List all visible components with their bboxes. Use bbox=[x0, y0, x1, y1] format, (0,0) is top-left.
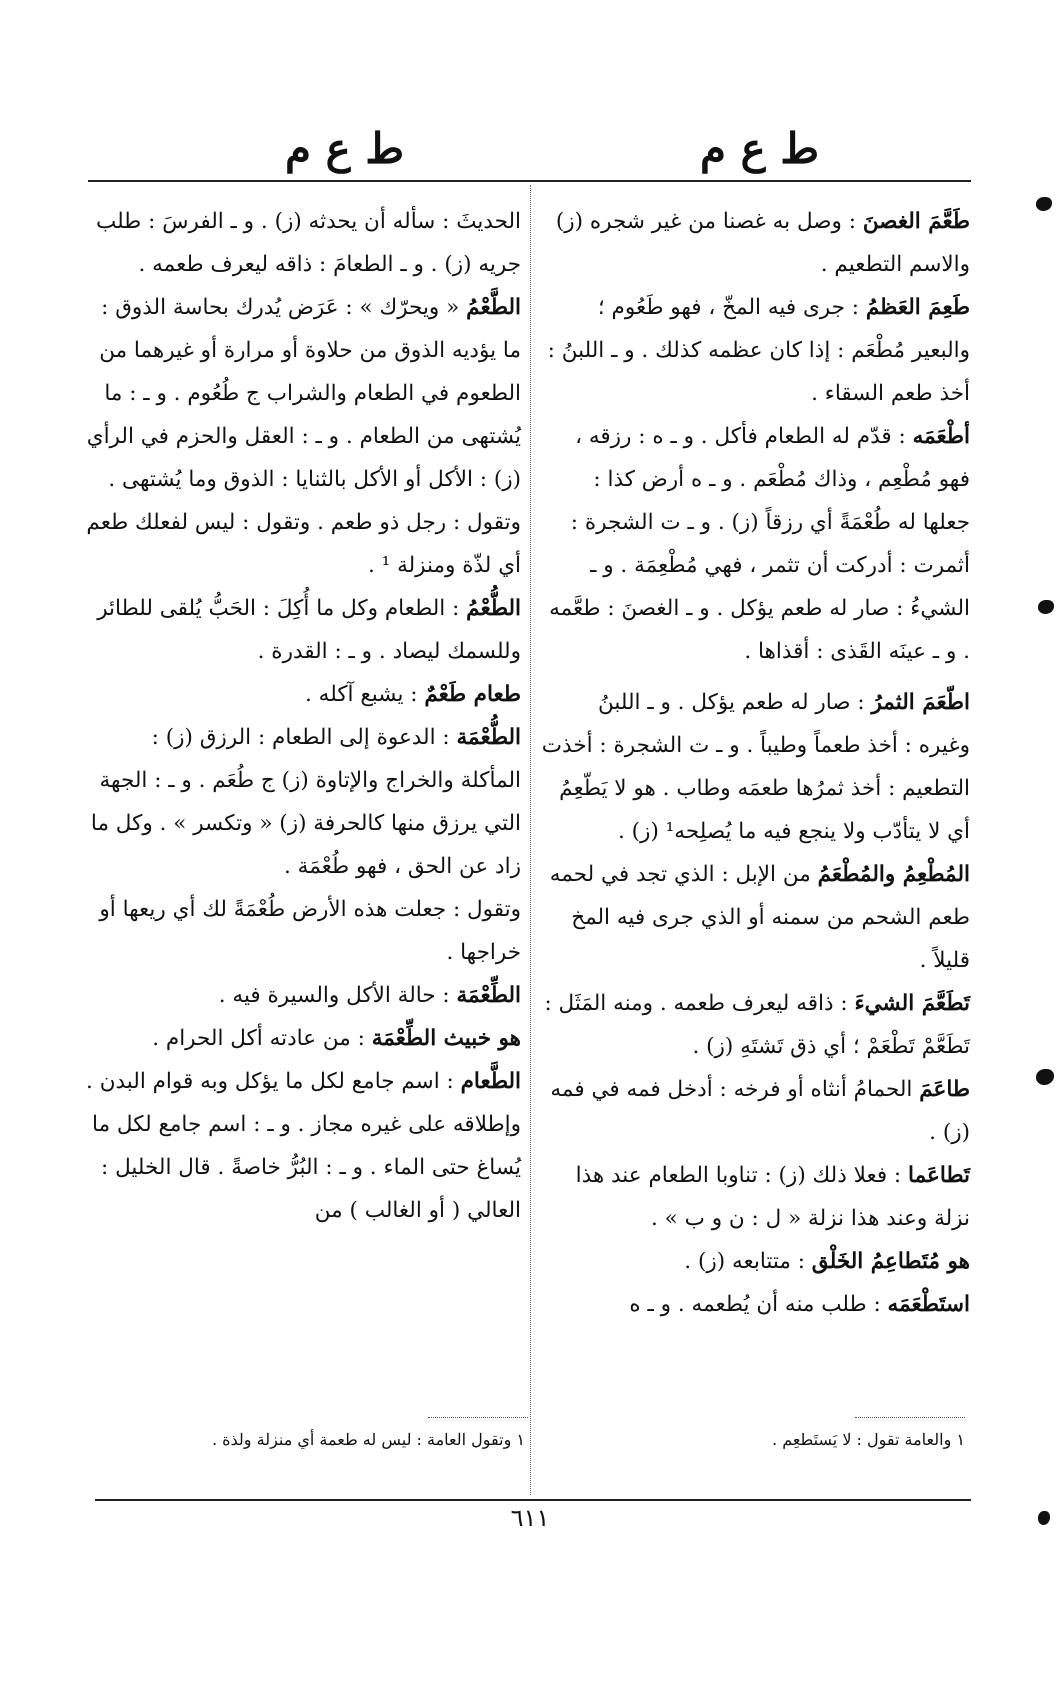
scan-blot bbox=[1038, 600, 1054, 614]
headword: طَعِمَ العَظمُ bbox=[865, 295, 970, 320]
entry bbox=[85, 1017, 521, 1060]
headword: هو خبيث الطِّعْمَة bbox=[371, 1026, 521, 1051]
entry bbox=[540, 286, 970, 415]
entry bbox=[85, 587, 521, 673]
headword: أطْعَمَه bbox=[912, 424, 970, 449]
page-number: ٦١١ bbox=[510, 1504, 550, 1532]
headword: تَطاعَما bbox=[908, 1163, 970, 1188]
scan-blot bbox=[1036, 1069, 1054, 1085]
entry bbox=[540, 1283, 970, 1326]
entry bbox=[540, 415, 970, 673]
footnote-rule-left bbox=[428, 1417, 528, 1418]
entry bbox=[85, 286, 521, 501]
entry bbox=[85, 716, 521, 888]
entry bbox=[540, 200, 970, 286]
running-header-right: ط ع م bbox=[700, 124, 820, 173]
definition: « ويحرّك » : عَرَض يُدرك بحاسة الذوق : ما يؤديه الذوق من حلاوة أو مرارة أو غيرهما من الطعوم في الطعام والشراب ج طُعُوم . و ـ : ما يُشتهى من الطعام . و ـ : العقل والحزم في الرأي (ز) : الأكل أو الأكل بالثنايا : الذوق وما يُشتهى . bbox=[86, 295, 521, 492]
entry bbox=[540, 1240, 970, 1283]
headword: الطَّعام bbox=[460, 1069, 521, 1094]
headword: طاعَمَ bbox=[919, 1077, 970, 1102]
definition: : يشبع آكله . bbox=[305, 682, 425, 707]
headword: تَطَعَّمَ الشيءَ bbox=[854, 991, 970, 1016]
definition: وتقول : جعلت هذه الأرض طُعْمَةً لك أي ريعها أو خراجها . bbox=[99, 897, 521, 965]
entry bbox=[85, 200, 521, 286]
definition: : طلب منه أن يُطعمه . و ـ ه bbox=[629, 1292, 888, 1317]
definition: : صار له طعم يؤكل . و ـ اللبنُ وغيره : أخذ طعماً وطيباً . و ـ ت الشجرة : أخذت التطعيم : أخذ ثمرُها طعمَه وطاب . هو لا يَطّعِمُ أي لا يتأدّب ولا ينجع فيه ما يُصلِحه¹ (ز) . bbox=[541, 690, 970, 844]
entry bbox=[540, 1068, 970, 1154]
definition: : قدّم له الطعام فأكل . و ـ ه : رزقه ، فهو مُطْعِم ، وذاك مُطْعَم . و ـ ه أرض كذا : جعلها له طُعْمَةً أي رزقاً (ز) . و ـ ت الشجرة : أثمرت : أدركت أن تثمر ، فهي مُطْعِمَة . و ـ الشيءُ : صار له طعم يؤكل . و ـ الغصنَ : طعَّمه . و ـ عينَه القَذى : أقذاها . bbox=[549, 424, 970, 664]
scan-blot bbox=[1036, 197, 1052, 211]
headword: هو مُتَطاعِمُ الخَلْق bbox=[811, 1249, 970, 1274]
definition: : حالة الأكل والسيرة فيه . bbox=[218, 983, 457, 1008]
entry bbox=[540, 681, 970, 853]
definition: : جرى فيه المخّ ، فهو طَعُوم ؛ والبعير مُطْعَم : إذا كان عظمه كذلك . و ـ اللبنُ : أخذ طعم السقاء . bbox=[547, 295, 970, 406]
headword: طَعَّمَ الغصنَ bbox=[862, 209, 970, 234]
headword: الطِّعْمَة bbox=[456, 983, 521, 1008]
definition: : متتابعه (ز) . bbox=[684, 1249, 812, 1274]
entry bbox=[85, 1060, 521, 1232]
column-divider bbox=[530, 185, 531, 1495]
headword: الطُّعْمَة bbox=[456, 725, 521, 750]
definition: : من عادته أكل الحرام . bbox=[152, 1026, 372, 1051]
scan-blot bbox=[1038, 1511, 1050, 1525]
definition: : اسم جامع لكل ما يؤكل وبه قوام البدن . وإطلاقه على غيره مجاز . و ـ : اسم جامع لكل ما يُساغ حتى الماء . و ـ : البُرُّ خاصةً . قال الخليل : العالي ( أو الغالب ) من bbox=[86, 1069, 521, 1223]
footnote-right: ١ والعامة تقول : لا يَستَطعِم . bbox=[772, 1430, 965, 1449]
top-rule bbox=[88, 180, 971, 182]
definition: من الإبل : الذي تجد في لحمه طعم الشحم من سمنه أو الذي جرى فيه المخ قليلاً . bbox=[549, 862, 970, 973]
definition: : فعلا ذلك (ز) : تناوبا الطعام عند هذا نزلة وعند هذا نزلة « ل : ن و ب » . bbox=[575, 1163, 970, 1231]
headword: اطّعَمَ الثمرُ bbox=[871, 690, 970, 715]
headword: استَطْعَمَه bbox=[887, 1292, 970, 1317]
entry bbox=[85, 888, 521, 974]
definition: وتقول : رجل ذو طعم . وتقول : ليس لفعلك طعم أي لذّة ومنزلة ¹ . bbox=[86, 510, 521, 578]
entry bbox=[85, 974, 521, 1017]
headword: المُطْعِمُ والمُطْعَمُ bbox=[817, 862, 970, 887]
entry bbox=[540, 982, 970, 1068]
definition: : ذاقه ليعرف طعمه . ومنه المَثَل : تَطَعَّمْ تَطْعَمْ ؛ أي ذق تَشتَهِ (ز) . bbox=[544, 991, 970, 1059]
definition: : الدعوة إلى الطعام : الرزق (ز) : المأكلة والخراج والإتاوة (ز) ج طُعَم . و ـ : الجهة التي يرزق منها كالحرفة (ز) « وتكسر » . وكل ما زاد عن الحق ، فهو طُعْمَة . bbox=[90, 725, 521, 879]
definition: : وصل به غصنا من غير شجره (ز) والاسم التطعيم . bbox=[555, 209, 970, 277]
headword: الطُّعْمُ bbox=[466, 596, 521, 621]
footnote-left: ١ وتقول العامة : ليس له طعمة أي منزلة ولذة . bbox=[211, 1430, 525, 1449]
definition: الحمامُ أنثاه أو فرخه : أدخل فمه في فمه (ز) . bbox=[550, 1077, 970, 1145]
definition: الحديثَ : سأله أن يحدثه (ز) . و ـ الفرسَ : طلب جريه (ز) . و ـ الطعامَ : ذاقه ليعرف طعمه . bbox=[95, 209, 521, 277]
right-column bbox=[540, 200, 970, 1326]
footnote-rule-right bbox=[855, 1417, 965, 1418]
left-column bbox=[85, 200, 521, 1232]
entry bbox=[85, 673, 521, 716]
entry bbox=[540, 853, 970, 982]
bottom-rule bbox=[95, 1499, 971, 1501]
entry bbox=[85, 501, 521, 587]
headword: طعام طَعْمٌ bbox=[424, 682, 521, 707]
headword: الطَّعْمُ bbox=[466, 295, 521, 320]
definition: : الطعام وكل ما أُكِلَ : الحَبُّ يُلقى للطائر وللسمك ليصاد . و ـ : القدرة . bbox=[97, 596, 521, 664]
entry bbox=[540, 1154, 970, 1240]
running-header-left: ط ع م bbox=[285, 124, 405, 173]
